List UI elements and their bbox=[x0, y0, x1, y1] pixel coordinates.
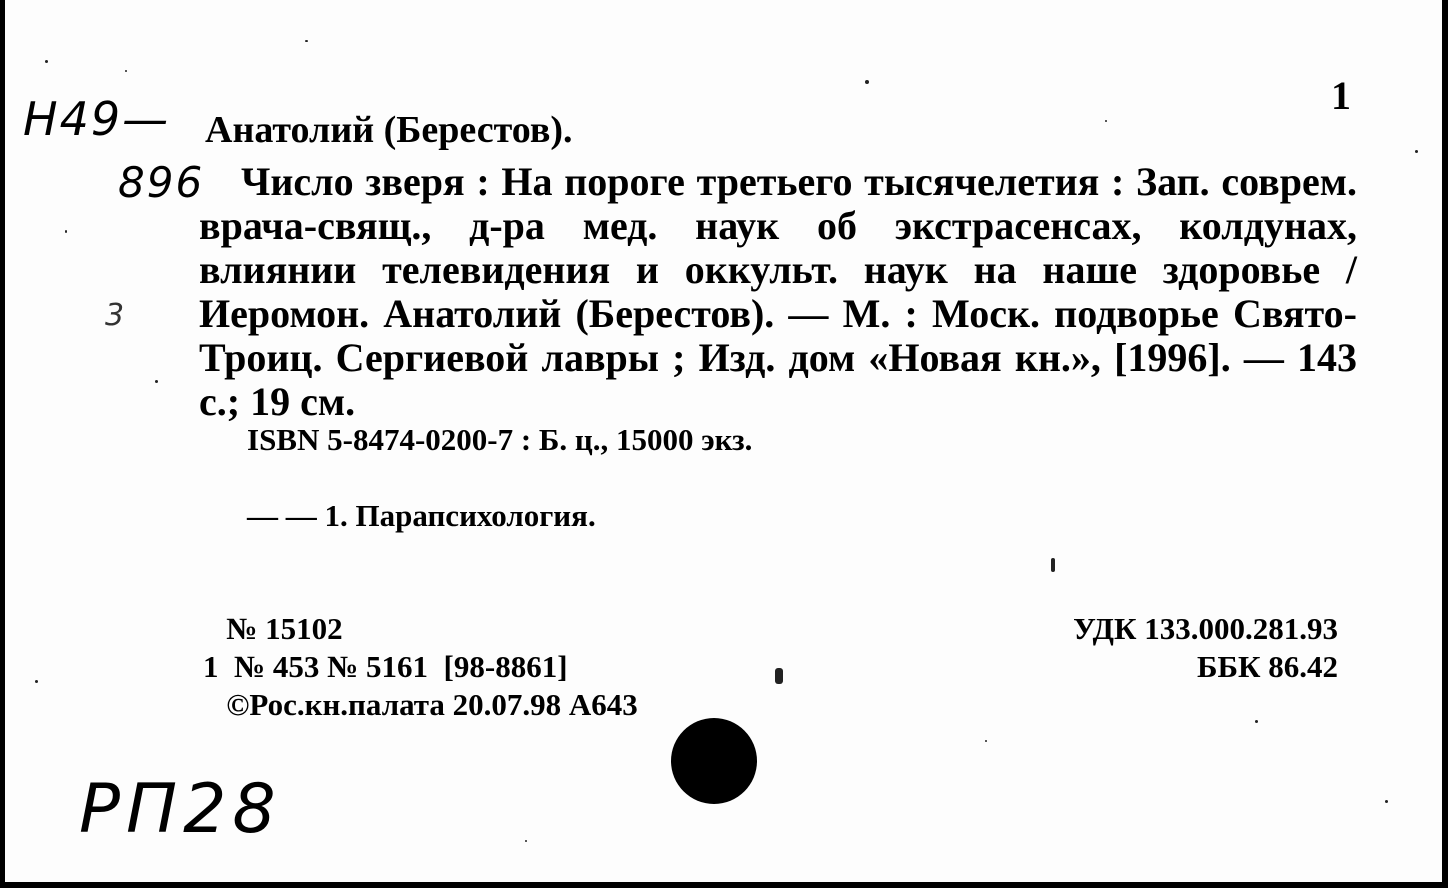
bbk-code: ББК 86.42 bbox=[1197, 649, 1338, 684]
isbn-line: ISBN 5-8474-0200-7 : Б. ц., 15000 экз. bbox=[247, 422, 753, 457]
card-number: 1 bbox=[1331, 73, 1351, 118]
scan-speck bbox=[865, 80, 869, 84]
subject-heading: — — 1. Парапсихология. bbox=[247, 498, 596, 533]
scan-speck bbox=[65, 230, 67, 233]
scan-speck bbox=[125, 70, 127, 72]
scan-speck bbox=[1105, 120, 1107, 122]
scan-speck bbox=[1415, 150, 1418, 153]
scan-speck bbox=[155, 380, 158, 383]
handwritten-shelf-mark: РП28 bbox=[79, 770, 282, 849]
scan-speck bbox=[35, 680, 38, 683]
author-heading: Анатолий (Берестов). bbox=[205, 109, 573, 151]
scan-speck bbox=[1385, 800, 1388, 803]
card-registration-block bbox=[203, 610, 638, 724]
scan-speck bbox=[305, 40, 308, 42]
handwritten-author-mark: 896 bbox=[118, 158, 205, 207]
scan-speck bbox=[1051, 558, 1055, 572]
scan-speck bbox=[1255, 720, 1258, 723]
bibliographic-description: Число зверя : На пороге третьего тысячелетия : Зап. соврем. врача-свящ., д-ра мед. наук об экстрасенсах, колдунах, влиянии телевидения и оккульт. наук на наше здоровье / Иеромон. Анатолий (Берестов). — М. : Моск. подворье Свято-Троиц. Сергиевой лавры ; Изд. дом «Новая кн.», [1996]. — 143 с.; 19 см. bbox=[199, 159, 1357, 424]
registration-number: № 15102 bbox=[203, 611, 343, 646]
udk-code: УДК 133.000.281.93 bbox=[1073, 611, 1338, 646]
record-numbers: 1 № 453 № 5161 [98-8861] bbox=[203, 649, 568, 684]
scan-speck bbox=[45, 60, 48, 63]
scan-speck bbox=[775, 668, 783, 684]
chamber-stamp: ©Рос.кн.палата 20.07.98 А643 bbox=[203, 687, 638, 722]
scan-speck bbox=[525, 840, 527, 842]
handwritten-call-number: Н49— bbox=[23, 92, 171, 146]
classification-block bbox=[1073, 610, 1338, 686]
scan-speck bbox=[985, 740, 987, 742]
card-punch-hole bbox=[671, 718, 757, 804]
handwritten-small-mark: 3 bbox=[105, 298, 127, 333]
